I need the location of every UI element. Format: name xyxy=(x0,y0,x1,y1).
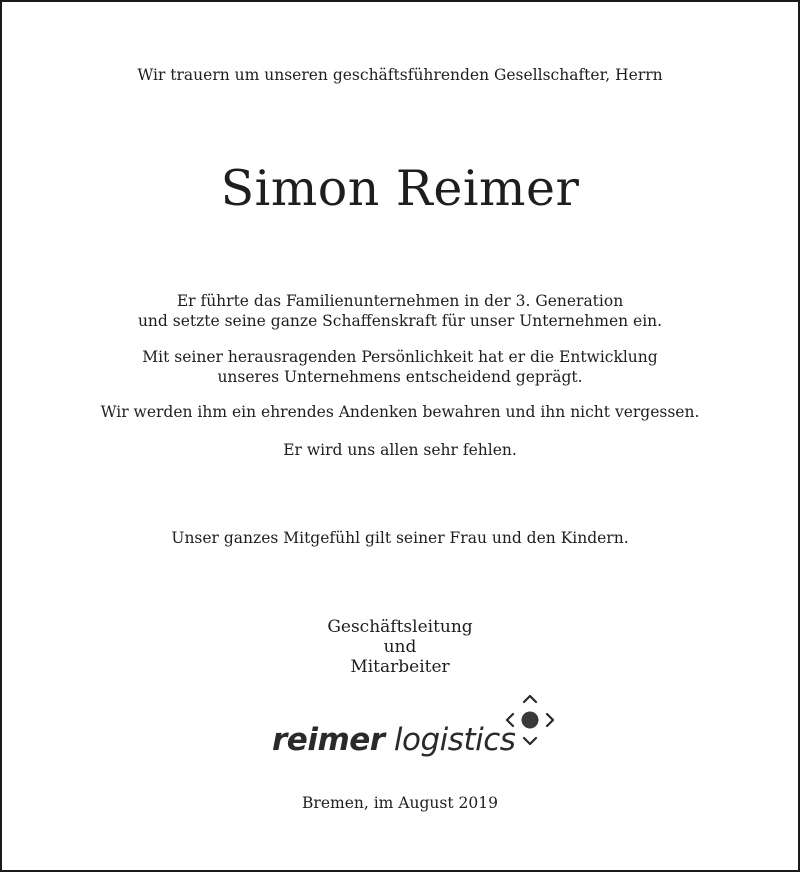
paragraph-generation xyxy=(2,291,798,331)
paragraph-personality xyxy=(2,347,798,387)
signer-line: Mitarbeiter xyxy=(350,657,450,677)
directional-pad-icon xyxy=(500,692,560,748)
logo-word-reimer: reimer xyxy=(272,722,385,758)
condolence-text: Unser ganzes Mitgefühl gilt seiner Frau und den Kindern. xyxy=(171,529,629,547)
paragraph-line: und setzte seine ganze Schaffenskraft für unser Unternehmen ein. xyxy=(137,312,663,330)
signer-line: Geschäftsleitung xyxy=(327,617,473,637)
paragraph-remembrance: Wir werden ihm ein ehrendes Andenken bewahren und ihn nicht vergessen. xyxy=(100,403,700,421)
paragraph-line: Mit seiner herausragenden Persönlichkeit hat er die Entwicklung xyxy=(142,348,658,366)
paragraph-line: unseres Unternehmens entscheidend geprägt. xyxy=(217,368,583,386)
signer-line: und xyxy=(383,637,417,657)
logo-wordmark xyxy=(272,722,515,758)
company-logo xyxy=(272,692,562,772)
paragraph-line: Er führte das Familienunternehmen in der 3. Generation xyxy=(176,292,624,310)
intro-text: Wir trauern um unseren geschäftsführenden Gesellschafter, Herrn xyxy=(137,66,663,84)
place-date: Bremen, im August 2019 xyxy=(302,794,498,812)
logo-word-logistics: logistics xyxy=(393,722,516,758)
paragraph-missed: Er wird uns allen sehr fehlen. xyxy=(283,441,517,459)
deceased-name: Simon Reimer xyxy=(220,160,580,217)
signers xyxy=(2,617,798,677)
